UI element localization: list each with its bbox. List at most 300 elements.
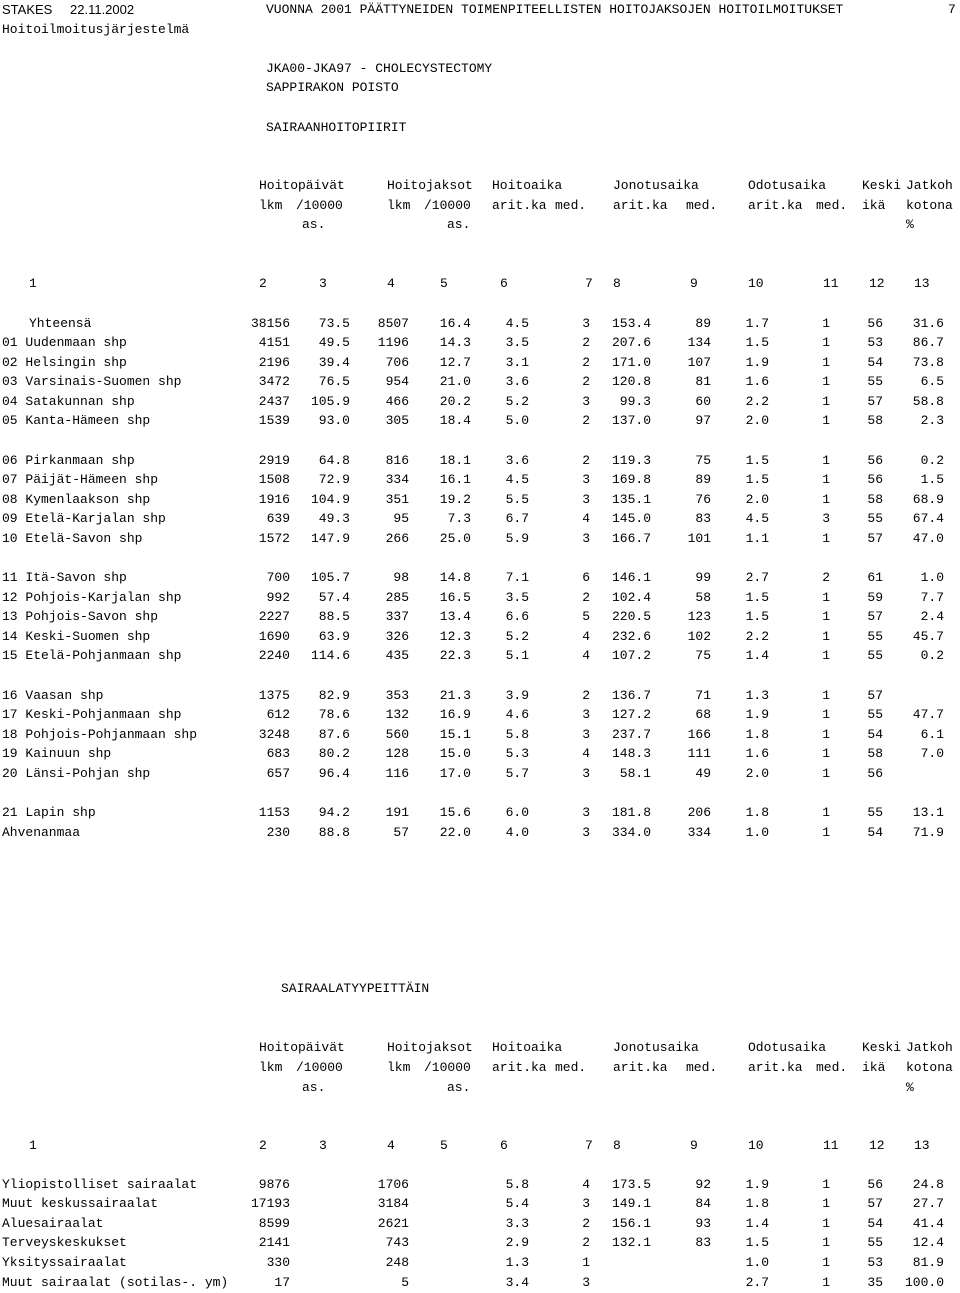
column-subheader: /10000 — [296, 198, 343, 213]
jonotusaika-median-cell: 60 — [695, 394, 711, 409]
region-name-cell: 09 Etelä-Karjalan shp — [2, 511, 166, 526]
odotusaika-mean-cell: 2.7 — [745, 570, 769, 585]
hoitopaivat-lkm-cell: 1690 — [258, 629, 290, 644]
hoitojaksot-per-10000-cell: 16.4 — [439, 316, 471, 331]
column-number: 8 — [613, 276, 621, 291]
column-subheader: lkm — [387, 198, 411, 213]
column-subheader: arit.ka — [613, 198, 668, 213]
column-header-row-1 — [0, 176, 960, 196]
odotusaika-median-cell: 1 — [822, 825, 830, 840]
hoitojaksot-lkm-cell: 8507 — [377, 316, 409, 331]
jonotusaika-median-cell: 83 — [695, 1235, 711, 1250]
hoitopaivat-lkm-cell: 1916 — [258, 492, 290, 507]
column-subheader: kotona — [906, 1060, 953, 1075]
jatkohoito-kotona-pct-cell: 71.9 — [912, 825, 944, 840]
hoitojaksot-lkm-cell: 560 — [385, 727, 409, 742]
jonotusaika-median-cell: 89 — [695, 472, 711, 487]
jatkohoito-kotona-pct-cell: 86.7 — [912, 335, 944, 350]
hoitoaika-mean-cell: 5.8 — [505, 1177, 529, 1192]
hoitopaivat-per-10000-cell: 96.4 — [318, 766, 350, 781]
hoitoaika-mean-cell: 5.4 — [505, 1196, 529, 1211]
hoitojaksot-per-10000-cell: 19.2 — [439, 492, 471, 507]
hoitoaika-mean-cell: 5.3 — [505, 746, 529, 761]
column-number: 4 — [387, 276, 395, 291]
table-row — [0, 646, 960, 666]
jatkohoito-kotona-pct-cell: 1.0 — [920, 570, 944, 585]
hoitopaivat-lkm-cell: 2227 — [258, 609, 290, 624]
jatkohoito-kotona-pct-cell: 47.0 — [912, 531, 944, 546]
hoitoaika-median-cell: 3 — [582, 805, 590, 820]
hoitopaivat-per-10000-cell: 93.0 — [318, 413, 350, 428]
region-name-cell: Terveyskeskukset — [2, 1235, 127, 1250]
table-row — [0, 470, 960, 490]
hoitoaika-median-cell: 3 — [582, 707, 590, 722]
region-name-cell: 04 Satakunnan shp — [2, 394, 135, 409]
mean-age-cell: 54 — [867, 1216, 883, 1231]
region-name-cell: 19 Kainuun shp — [2, 746, 112, 761]
hoitojaksot-lkm-cell: 305 — [385, 413, 409, 428]
hoitopaivat-per-10000-cell: 87.6 — [318, 727, 350, 742]
hoitoaika-median-cell: 2 — [582, 590, 590, 605]
jatkohoito-kotona-pct-cell: 31.6 — [912, 316, 944, 331]
hoitopaivat-per-10000-cell: 105.7 — [310, 570, 350, 585]
mean-age-cell: 61 — [867, 570, 883, 585]
odotusaika-median-cell: 1 — [822, 1216, 830, 1231]
odotusaika-median-cell: 1 — [822, 492, 830, 507]
hoitoaika-median-cell: 2 — [582, 453, 590, 468]
region-name-cell: 21 Lapin shp — [2, 805, 96, 820]
odotusaika-mean-cell: 2.0 — [745, 766, 769, 781]
odotusaika-mean-cell: 1.9 — [745, 1177, 769, 1192]
hoitoaika-mean-cell: 2.9 — [505, 1235, 529, 1250]
odotusaika-median-cell: 3 — [822, 511, 830, 526]
mean-age-cell: 54 — [867, 727, 883, 742]
region-name-cell: 14 Keski-Suomen shp — [2, 629, 151, 644]
hoitojaksot-lkm-cell: 816 — [385, 453, 409, 468]
hoitopaivat-lkm-cell: 683 — [266, 746, 290, 761]
hoitojaksot-lkm-cell: 706 — [385, 355, 409, 370]
hoitojaksot-per-10000-cell: 18.4 — [439, 413, 471, 428]
hoitojaksot-per-10000-cell: 14.8 — [439, 570, 471, 585]
hoitojaksot-lkm-cell: 266 — [385, 531, 409, 546]
hoitoaika-median-cell: 3 — [582, 316, 590, 331]
mean-age-cell: 35 — [867, 1275, 883, 1290]
hoitojaksot-per-10000-cell: 18.1 — [439, 453, 471, 468]
jatkohoito-kotona-pct-cell: 13.1 — [912, 805, 944, 820]
odotusaika-mean-cell: 1.5 — [745, 453, 769, 468]
odotusaika-median-cell: 1 — [822, 472, 830, 487]
jonotusaika-median-cell: 101 — [687, 531, 711, 546]
hoitojaksot-per-10000-cell: 16.9 — [439, 707, 471, 722]
hoitopaivat-per-10000-cell: 76.5 — [318, 374, 350, 389]
jatkohoito-kotona-pct-cell: 27.7 — [912, 1196, 944, 1211]
jonotusaika-mean-cell: 135.1 — [611, 492, 651, 507]
mean-age-cell: 57 — [867, 394, 883, 409]
hoitoaika-mean-cell: 3.1 — [505, 355, 529, 370]
odotusaika-mean-cell: 1.0 — [745, 1255, 769, 1270]
column-number-row — [0, 1136, 960, 1156]
column-subheader: med. — [555, 1060, 587, 1075]
hoitojaksot-lkm-cell: 116 — [385, 766, 409, 781]
hoitopaivat-per-10000-cell: 49.3 — [318, 511, 350, 526]
mean-age-cell: 57 — [867, 531, 883, 546]
column-header: Jonotusaika — [613, 178, 699, 193]
jonotusaika-median-cell: 84 — [695, 1196, 711, 1211]
jonotusaika-median-cell: 92 — [695, 1177, 711, 1192]
hoitoaika-median-cell: 4 — [582, 629, 590, 644]
column-subheader: ikä — [862, 1060, 886, 1075]
hoitojaksot-lkm-cell: 3184 — [377, 1196, 409, 1211]
odotusaika-median-cell: 1 — [822, 394, 830, 409]
mean-age-cell: 53 — [867, 335, 883, 350]
odotusaika-mean-cell: 1.4 — [745, 648, 769, 663]
jonotusaika-mean-cell: 171.0 — [611, 355, 651, 370]
hoitoaika-median-cell: 3 — [582, 727, 590, 742]
hoitoaika-mean-cell: 6.7 — [505, 511, 529, 526]
table-row — [0, 333, 960, 353]
hoitoaika-median-cell: 2 — [582, 1235, 590, 1250]
odotusaika-median-cell: 1 — [822, 707, 830, 722]
jatkohoito-kotona-pct-cell: 2.3 — [920, 413, 944, 428]
hoitoaika-median-cell: 3 — [582, 492, 590, 507]
column-subheader: as. — [447, 217, 471, 232]
table-row — [0, 529, 960, 549]
column-header: Hoitojaksot — [387, 178, 473, 193]
system-name: Hoitoilmoitusjärjestelmä — [2, 22, 190, 37]
region-name-cell: 13 Pohjois-Savon shp — [2, 609, 159, 624]
column-number: 3 — [319, 276, 327, 291]
hoitoaika-mean-cell: 5.7 — [505, 766, 529, 781]
hoitopaivat-lkm-cell: 1508 — [258, 472, 290, 487]
hoitojaksot-per-10000-cell: 17.0 — [439, 766, 471, 781]
region-name-cell: 08 Kymenlaakson shp — [2, 492, 151, 507]
table-row — [0, 764, 960, 784]
jonotusaika-mean-cell: 173.5 — [611, 1177, 651, 1192]
odotusaika-mean-cell: 1.6 — [745, 746, 769, 761]
mean-age-cell: 58 — [867, 746, 883, 761]
odotusaika-mean-cell: 1.6 — [745, 374, 769, 389]
column-subheader: lkm — [387, 1060, 411, 1075]
hoitojaksot-lkm-cell: 248 — [385, 1255, 409, 1270]
hoitojaksot-per-10000-cell: 13.4 — [439, 609, 471, 624]
hoitojaksot-lkm-cell: 353 — [385, 688, 409, 703]
report-date: 22.11.2002 — [70, 2, 135, 17]
hoitopaivat-lkm-cell: 1153 — [258, 805, 290, 820]
mean-age-cell: 55 — [867, 707, 883, 722]
odotusaika-mean-cell: 4.5 — [745, 511, 769, 526]
column-number: 7 — [585, 1138, 593, 1153]
hoitojaksot-lkm-cell: 2621 — [377, 1216, 409, 1231]
column-number: 1 — [29, 276, 37, 291]
column-header: Keski — [862, 178, 902, 193]
odotusaika-median-cell: 1 — [822, 316, 830, 331]
column-header: Odotusaika — [748, 1040, 827, 1055]
region-name-cell: 03 Varsinais-Suomen shp — [2, 374, 182, 389]
hoitopaivat-lkm-cell: 9876 — [258, 1177, 290, 1192]
hoitopaivat-lkm-cell: 230 — [266, 825, 290, 840]
region-name-cell: 15 Etelä-Pohjanmaan shp — [2, 648, 182, 663]
odotusaika-mean-cell: 2.0 — [745, 492, 769, 507]
jatkohoito-kotona-pct-cell: 41.4 — [912, 1216, 944, 1231]
mean-age-cell: 59 — [867, 590, 883, 605]
hoitojaksot-lkm-cell: 1196 — [377, 335, 409, 350]
odotusaika-mean-cell: 2.0 — [745, 413, 769, 428]
region-name-cell: Muut keskussairaalat — [2, 1196, 159, 1211]
jonotusaika-mean-cell: 156.1 — [611, 1216, 651, 1231]
table-row — [0, 1175, 960, 1195]
column-header: Odotusaika — [748, 178, 827, 193]
column-number: 5 — [440, 1138, 448, 1153]
odotusaika-mean-cell: 1.3 — [745, 688, 769, 703]
jonotusaika-median-cell: 75 — [695, 453, 711, 468]
hoitojaksot-per-10000-cell: 25.0 — [439, 531, 471, 546]
column-subheader: lkm — [259, 198, 283, 213]
hoitoaika-mean-cell: 5.0 — [505, 413, 529, 428]
table-row — [0, 823, 960, 843]
region-name-cell: 20 Länsi-Pohjan shp — [2, 766, 151, 781]
hoitoaika-median-cell: 2 — [582, 355, 590, 370]
jonotusaika-mean-cell: 169.8 — [611, 472, 651, 487]
hoitoaika-median-cell: 3 — [582, 1196, 590, 1211]
region-name-cell: 07 Päijät-Hämeen shp — [2, 472, 159, 487]
jatkohoito-kotona-pct-cell: 68.9 — [912, 492, 944, 507]
jonotusaika-median-cell: 102 — [687, 629, 711, 644]
hoitojaksot-lkm-cell: 132 — [385, 707, 409, 722]
column-number: 5 — [440, 276, 448, 291]
table-row — [0, 1253, 960, 1273]
hoitopaivat-lkm-cell: 1375 — [258, 688, 290, 703]
hoitopaivat-per-10000-cell: 82.9 — [318, 688, 350, 703]
hoitopaivat-per-10000-cell: 64.8 — [318, 453, 350, 468]
table-row — [0, 392, 960, 412]
odotusaika-mean-cell: 1.0 — [745, 825, 769, 840]
hoitojaksot-per-10000-cell: 15.0 — [439, 746, 471, 761]
jonotusaika-median-cell: 76 — [695, 492, 711, 507]
column-subheader: med. — [686, 198, 718, 213]
jonotusaika-mean-cell: 149.1 — [611, 1196, 651, 1211]
hoitojaksot-per-10000-cell: 7.3 — [447, 511, 471, 526]
mean-age-cell: 58 — [867, 413, 883, 428]
column-number: 10 — [748, 276, 764, 291]
table-row — [0, 568, 960, 588]
hoitopaivat-lkm-cell: 8599 — [258, 1216, 290, 1231]
table-row — [0, 1273, 960, 1293]
hoitoaika-mean-cell: 3.3 — [505, 1216, 529, 1231]
odotusaika-mean-cell: 1.1 — [745, 531, 769, 546]
column-header: Hoitojaksot — [387, 1040, 473, 1055]
jonotusaika-median-cell: 93 — [695, 1216, 711, 1231]
column-header: Jatkoh — [906, 178, 953, 193]
odotusaika-mean-cell: 1.7 — [745, 316, 769, 331]
odotusaika-mean-cell: 1.5 — [745, 609, 769, 624]
odotusaika-mean-cell: 1.9 — [745, 707, 769, 722]
mean-age-cell: 55 — [867, 1235, 883, 1250]
hoitojaksot-lkm-cell: 95 — [393, 511, 409, 526]
jatkohoito-kotona-pct-cell: 24.8 — [912, 1177, 944, 1192]
table-row — [0, 607, 960, 627]
hoitoaika-median-cell: 4 — [582, 511, 590, 526]
odotusaika-median-cell: 1 — [822, 1177, 830, 1192]
jonotusaika-median-cell: 97 — [695, 413, 711, 428]
mean-age-cell: 55 — [867, 374, 883, 389]
jonotusaika-mean-cell: 99.3 — [619, 394, 651, 409]
column-number: 3 — [319, 1138, 327, 1153]
hoitojaksot-lkm-cell: 466 — [385, 394, 409, 409]
column-subheader: med. — [686, 1060, 718, 1075]
report-title: VUONNA 2001 PÄÄTTYNEIDEN TOIMENPITEELLISTEN HOITOJAKSOJEN HOITOILMOITUKSET — [266, 2, 844, 17]
table-row — [0, 725, 960, 745]
jonotusaika-mean-cell: 127.2 — [611, 707, 651, 722]
column-subheader: as. — [302, 1080, 326, 1095]
mean-age-cell: 53 — [867, 1255, 883, 1270]
hoitoaika-median-cell: 2 — [582, 374, 590, 389]
hoitopaivat-lkm-cell: 4151 — [258, 335, 290, 350]
hoitopaivat-lkm-cell: 38156 — [250, 316, 290, 331]
hoitojaksot-per-10000-cell: 22.3 — [439, 648, 471, 663]
hoitojaksot-lkm-cell: 954 — [385, 374, 409, 389]
hoitojaksot-per-10000-cell: 21.0 — [439, 374, 471, 389]
column-subheader: as. — [447, 1080, 471, 1095]
column-header: Hoitoaika — [492, 1040, 563, 1055]
jonotusaika-mean-cell: 119.3 — [611, 453, 651, 468]
column-header-row-3 — [0, 1078, 960, 1098]
page-number: 7 — [948, 2, 956, 17]
hoitoaika-mean-cell: 4.6 — [505, 707, 529, 722]
hoitopaivat-lkm-cell: 17 — [274, 1275, 290, 1290]
odotusaika-median-cell: 1 — [822, 1255, 830, 1270]
odotusaika-median-cell: 1 — [822, 746, 830, 761]
hoitojaksot-per-10000-cell: 14.3 — [439, 335, 471, 350]
odotusaika-mean-cell: 1.5 — [745, 335, 769, 350]
jonotusaika-mean-cell: 207.6 — [611, 335, 651, 350]
hoitopaivat-per-10000-cell: 57.4 — [318, 590, 350, 605]
mean-age-cell: 56 — [867, 316, 883, 331]
column-number: 11 — [823, 1138, 839, 1153]
table-row — [0, 803, 960, 823]
hoitoaika-mean-cell: 3.9 — [505, 688, 529, 703]
jonotusaika-median-cell: 334 — [687, 825, 711, 840]
jonotusaika-median-cell: 58 — [695, 590, 711, 605]
odotusaika-mean-cell: 1.5 — [745, 1235, 769, 1250]
column-number: 2 — [259, 276, 267, 291]
odotusaika-median-cell: 1 — [822, 1196, 830, 1211]
jonotusaika-mean-cell: 153.4 — [611, 316, 651, 331]
hoitojaksot-lkm-cell: 191 — [385, 805, 409, 820]
region-name-cell: Aluesairaalat — [2, 1216, 104, 1231]
hoitopaivat-per-10000-cell: 94.2 — [318, 805, 350, 820]
hoitoaika-median-cell: 3 — [582, 531, 590, 546]
hoitoaika-mean-cell: 4.5 — [505, 316, 529, 331]
column-number: 11 — [823, 276, 839, 291]
hoitoaika-median-cell: 1 — [582, 1255, 590, 1270]
jonotusaika-mean-cell: 220.5 — [611, 609, 651, 624]
jonotusaika-median-cell: 99 — [695, 570, 711, 585]
jonotusaika-mean-cell: 107.2 — [611, 648, 651, 663]
region-name-cell: Ahvenanmaa — [2, 825, 81, 840]
column-number: 12 — [869, 276, 885, 291]
odotusaika-median-cell: 1 — [822, 805, 830, 820]
jatkohoito-kotona-pct-cell: 81.9 — [912, 1255, 944, 1270]
table-row — [0, 1194, 960, 1214]
hoitojaksot-lkm-cell: 326 — [385, 629, 409, 644]
odotusaika-median-cell: 1 — [822, 1235, 830, 1250]
jatkohoito-kotona-pct-cell: 7.7 — [920, 590, 944, 605]
jonotusaika-median-cell: 83 — [695, 511, 711, 526]
jonotusaika-median-cell: 71 — [695, 688, 711, 703]
jatkohoito-kotona-pct-cell: 0.2 — [920, 453, 944, 468]
jonotusaika-mean-cell: 181.8 — [611, 805, 651, 820]
hoitoaika-median-cell: 2 — [582, 413, 590, 428]
column-subheader: arit.ka — [748, 1060, 803, 1075]
region-name-cell: 05 Kanta-Hämeen shp — [2, 413, 151, 428]
hoitopaivat-per-10000-cell: 39.4 — [318, 355, 350, 370]
table-row — [0, 372, 960, 392]
hoitopaivat-per-10000-cell: 72.9 — [318, 472, 350, 487]
table-row — [0, 490, 960, 510]
jonotusaika-median-cell: 89 — [695, 316, 711, 331]
odotusaika-mean-cell: 1.8 — [745, 805, 769, 820]
jonotusaika-median-cell: 166 — [687, 727, 711, 742]
hoitojaksot-per-10000-cell: 15.6 — [439, 805, 471, 820]
column-subheader: as. — [302, 217, 326, 232]
hoitojaksot-per-10000-cell: 21.3 — [439, 688, 471, 703]
jatkohoito-kotona-pct-cell: 6.5 — [920, 374, 944, 389]
hoitopaivat-per-10000-cell: 105.9 — [310, 394, 350, 409]
jonotusaika-mean-cell: 132.1 — [611, 1235, 651, 1250]
hoitopaivat-per-10000-cell: 63.9 — [318, 629, 350, 644]
table-row — [0, 627, 960, 647]
hoitopaivat-per-10000-cell: 88.5 — [318, 609, 350, 624]
hoitopaivat-lkm-cell: 17193 — [250, 1196, 290, 1211]
region-name-cell: 11 Itä-Savon shp — [2, 570, 127, 585]
odotusaika-mean-cell: 1.8 — [745, 1196, 769, 1211]
hoitojaksot-per-10000-cell: 16.5 — [439, 590, 471, 605]
hoitopaivat-lkm-cell: 3248 — [258, 727, 290, 742]
hoitoaika-mean-cell: 1.3 — [505, 1255, 529, 1270]
hoitoaika-mean-cell: 5.1 — [505, 648, 529, 663]
column-number: 10 — [748, 1138, 764, 1153]
region-name-cell: 17 Keski-Pohjanmaan shp — [2, 707, 182, 722]
odotusaika-median-cell: 1 — [822, 1275, 830, 1290]
region-name-cell: 10 Etelä-Savon shp — [2, 531, 143, 546]
jonotusaika-mean-cell: 145.0 — [611, 511, 651, 526]
column-header: Jatkoh — [906, 1040, 953, 1055]
procedure-name: SAPPIRAKON POISTO — [266, 80, 399, 95]
hoitoaika-median-cell: 2 — [582, 335, 590, 350]
odotusaika-median-cell: 1 — [822, 727, 830, 742]
jatkohoito-kotona-pct-cell: 73.8 — [912, 355, 944, 370]
jonotusaika-mean-cell: 148.3 — [611, 746, 651, 761]
hoitojaksot-lkm-cell: 435 — [385, 648, 409, 663]
region-name-cell: Yhteensä — [29, 316, 92, 331]
column-number: 12 — [869, 1138, 885, 1153]
table-row — [0, 314, 960, 334]
odotusaika-mean-cell: 1.5 — [745, 590, 769, 605]
odotusaika-median-cell: 1 — [822, 688, 830, 703]
odotusaika-median-cell: 1 — [822, 355, 830, 370]
hoitoaika-median-cell: 3 — [582, 472, 590, 487]
org-name: STAKES — [2, 2, 53, 17]
jonotusaika-mean-cell: 136.7 — [611, 688, 651, 703]
jonotusaika-mean-cell: 120.8 — [611, 374, 651, 389]
column-subheader: med. — [555, 198, 587, 213]
jonotusaika-median-cell: 134 — [687, 335, 711, 350]
jonotusaika-mean-cell: 146.1 — [611, 570, 651, 585]
odotusaika-mean-cell: 2.2 — [745, 629, 769, 644]
odotusaika-median-cell: 1 — [822, 413, 830, 428]
hoitopaivat-lkm-cell: 2240 — [258, 648, 290, 663]
jatkohoito-kotona-pct-cell: 1.5 — [920, 472, 944, 487]
